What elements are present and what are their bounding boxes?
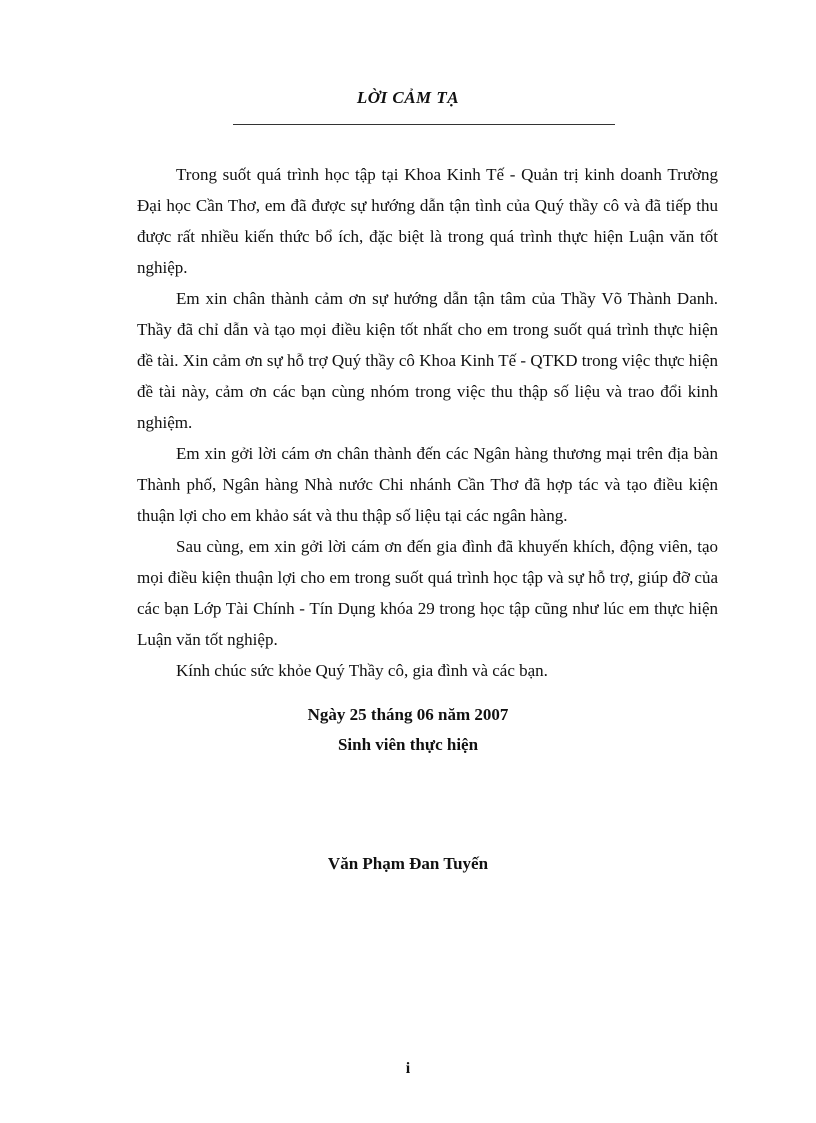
- paragraph: Em xin chân thành cảm ơn sự hướng dẫn tận tâm của Thầy Võ Thành Danh. Thầy đã chỉ dẫn và tạo mọi điều kiện tốt nhất cho em trong suốt quá trình thực hiện đề tài. Xin cảm ơn sự hỗ trợ Quý thầy cô Khoa Kinh Tế - QTKD trong việc thực hiện đề tài này, cảm ơn các bạn cùng nhóm trong việc thu thập số liệu và trao đổi kinh nghiệm.: [137, 289, 718, 432]
- page-title: LỜI CẢM TẠ: [356, 88, 460, 107]
- paragraph: Trong suốt quá trình học tập tại Khoa Kinh Tế - Quản trị kinh doanh Trường Đại học Cần Thơ, em đã được sự hướng dẫn tận tình của Quý thầy cô và đã tiếp thu được rất nhiều kiến thức bổ ích, đặc biệt là trong quá trình thực hiện Luận văn tốt nghiệp.: [137, 165, 718, 277]
- paragraph: Kính chúc sức khỏe Quý Thầy cô, gia đình và các bạn.: [176, 661, 548, 680]
- signature-role: Sinh viên thực hiện: [337, 735, 479, 754]
- author-name: Văn Phạm Đan Tuyến: [327, 854, 489, 873]
- page-number: i: [405, 1060, 411, 1077]
- paragraph: Em xin gởi lời cám ơn chân thành đến các Ngân hàng thương mại trên địa bàn Thành phố, Ngân hàng Nhà nước Chi nhánh Cần Thơ đã hợp tác và tạo điều kiện thuận lợi cho em khảo sát và thu thập số liệu tại các ngân hàng.: [137, 444, 718, 525]
- paragraph: Sau cùng, em xin gởi lời cám ơn đến gia đình đã khuyến khích, động viên, tạo mọi điều kiện thuận lợi cho em trong suốt quá trình học tập và sự hỗ trợ, giúp đỡ của các bạn Lớp Tài Chính - Tín Dụng khóa 29 trong học tập cũng như lúc em thực hiện Luận văn tốt nghiệp.: [137, 537, 718, 649]
- signature-date: Ngày 25 tháng 06 năm 2007: [307, 705, 509, 724]
- acknowledgement-body: [137, 159, 718, 686]
- title-underline: [233, 124, 615, 125]
